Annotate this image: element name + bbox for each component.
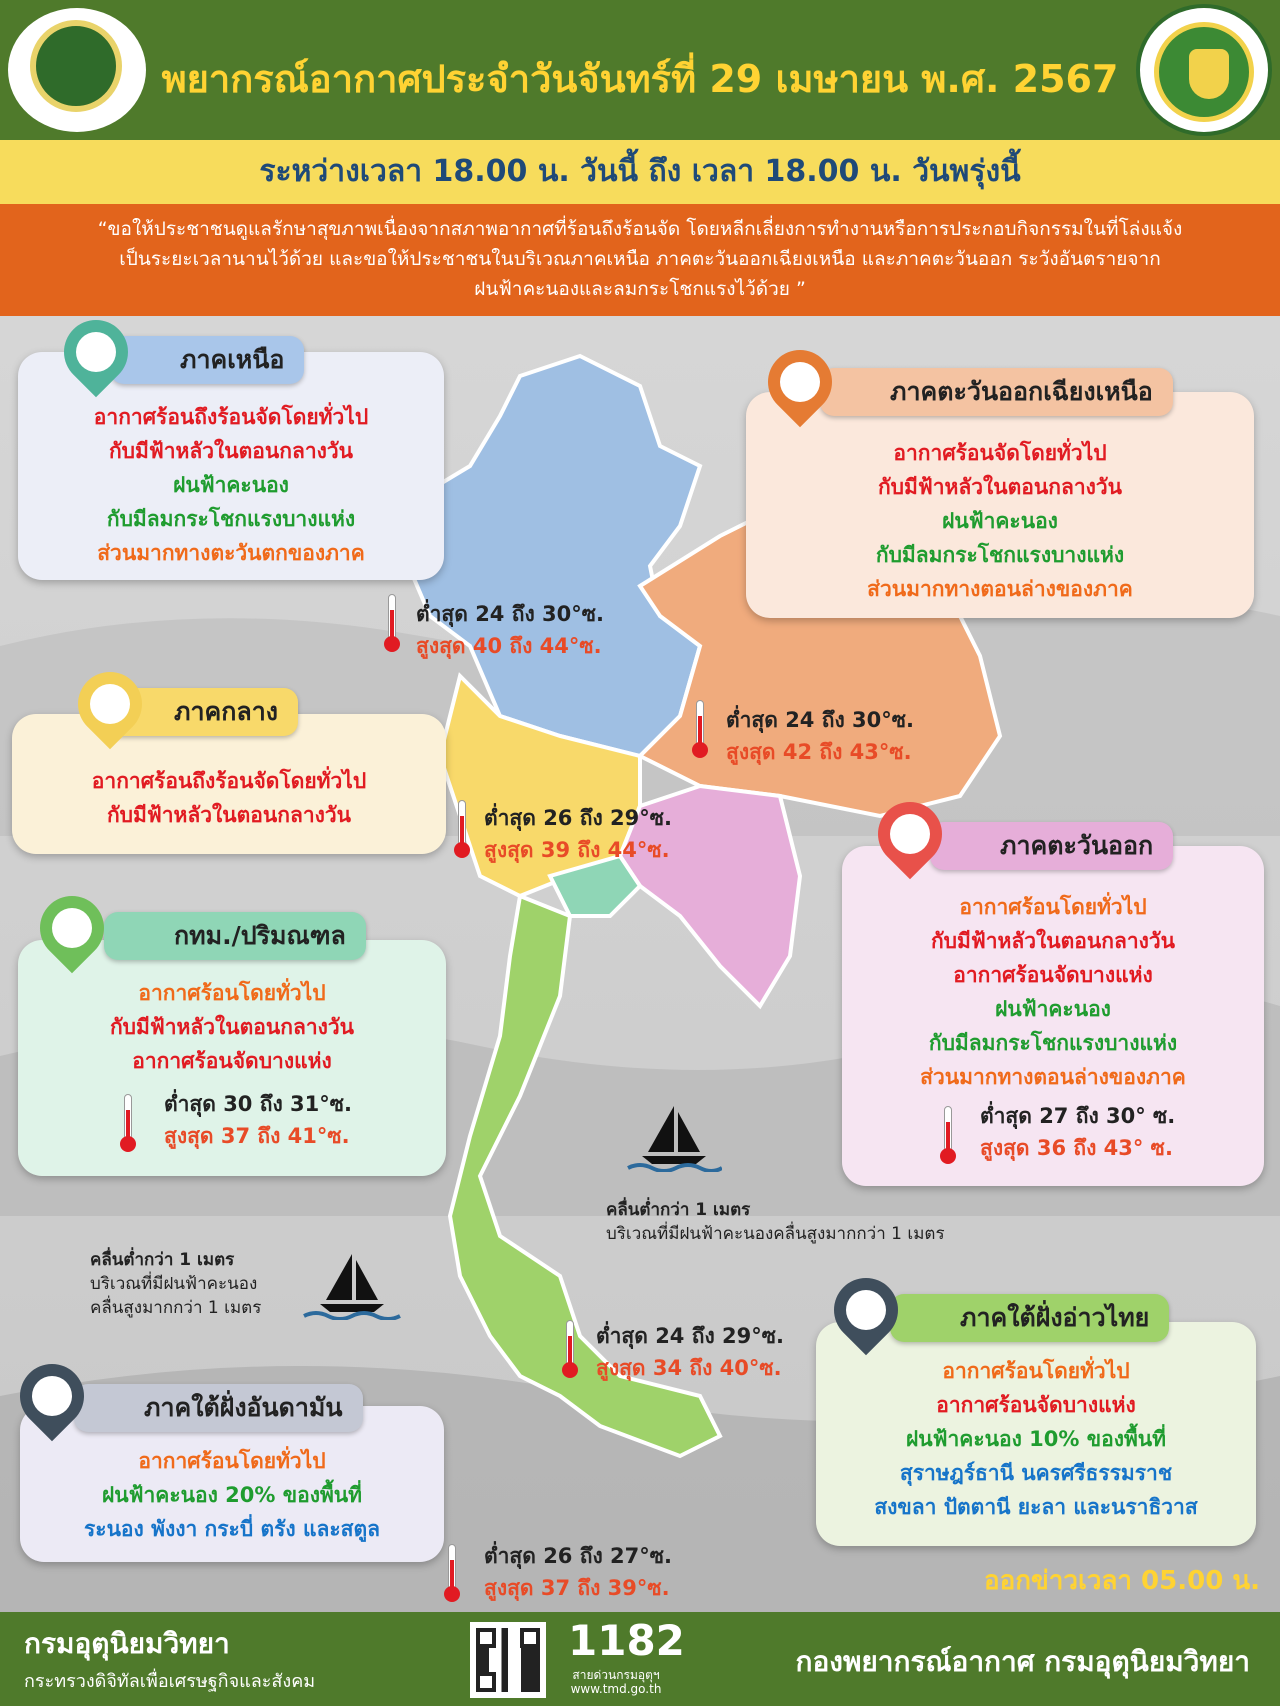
east-temp-low: ต่ำสุด 27 ถึง 30° ซ. (980, 1104, 1176, 1128)
south-gulf-temperature (596, 1320, 784, 1384)
south-andaman-temp-low: ต่ำสุด 26 ถึง 27°ซ. (484, 1544, 672, 1568)
north-line-2: กับมีฟ้าหลัวในตอนกลางวัน (108, 439, 354, 463)
northeast-temp-low: ต่ำสุด 24 ถึง 30°ซ. (726, 708, 914, 732)
south-gulf-region-label: ภาคใต้ฝั่งอ่าวไทย (890, 1294, 1169, 1342)
north-line-3: ฝนฟ้าคะนอง (173, 473, 289, 497)
tmd-logo-icon (1136, 4, 1272, 136)
central-temp-high: สูงสุด 39 ถึง 44°ซ. (484, 838, 670, 862)
north-line-1: อากาศร้อนถึงร้อนจัดโดยทั่วไป (93, 405, 369, 429)
gulf-wave-title: คลื่นต่ำกว่า 1 เมตร (606, 1200, 751, 1220)
north-region-label: ภาคเหนือ (110, 336, 304, 384)
forecast-division: กองพยากรณ์อากาศ กรมอุตุนิยมวิทยา (795, 1645, 1250, 1678)
south-gulf-line-2: อากาศร้อนจัดบางแห่ง (936, 1393, 1136, 1417)
north-line-4: กับมีลมกระโชกแรงบางแห่ง (106, 507, 356, 531)
bangkok-line-1: อากาศร้อนโดยทั่วไป (138, 981, 326, 1005)
south-andaman-temperature (484, 1540, 672, 1604)
bangkok-line-3: อากาศร้อนจัดบางแห่ง (132, 1049, 332, 1073)
north-forecast-card (18, 352, 444, 580)
northeast-temperature (726, 704, 914, 768)
ministry-emblem (30, 20, 122, 112)
south-gulf-line-4: สุราษฎร์ธานี นครศรีธรรมราช (899, 1461, 1173, 1485)
east-line-4: ฝนฟ้าคะนอง (995, 997, 1111, 1021)
south-gulf-line-5: สงขลา ปัตตานี ยะลา และนราธิวาส (874, 1495, 1198, 1519)
thermometer-icon (940, 1106, 956, 1164)
hotline-label: สายด่วนกรมอุตุฯ (572, 1668, 660, 1682)
andaman-wave-note-2: คลื่นสูงมากกว่า 1 เมตร (90, 1298, 262, 1318)
northeast-region-label: ภาคตะวันออกเฉียงเหนือ (820, 368, 1173, 416)
east-line-6: ส่วนมากทางตอนล่างของภาค (920, 1065, 1186, 1089)
northeast-forecast-card (746, 392, 1254, 618)
south-gulf-temp-low: ต่ำสุด 24 ถึง 29°ซ. (596, 1324, 784, 1348)
north-temp-low: ต่ำสุด 24 ถึง 30°ซ. (416, 602, 604, 626)
gulf-wave-info (606, 1198, 945, 1246)
pin-center (838, 1282, 895, 1339)
south-gulf-line-3: ฝนฟ้าคะนอง 10% ของพื้นที่ (905, 1427, 1167, 1451)
website-link[interactable]: www.tmd.go.th (570, 1682, 662, 1696)
gulf-wave-note: บริเวณที่มีฝนฟ้าคะนองคลื่นสูงมากกว่า 1 เมตร (606, 1224, 945, 1244)
hotline-caption (570, 1668, 662, 1696)
northeast-line-4: กับมีลมกระโชกแรงบางแห่ง (875, 543, 1125, 567)
bangkok-region-label: กทม./ปริมณฑล (104, 912, 366, 960)
warning-line: เป็นระยะเวลานานไว้ด้วย และขอให้ประชาชนในบริเวณภาคเหนือ ภาคตะวันออกเฉียงเหนือ และภาคตะวันออก ระวังอันตรายจาก (119, 248, 1161, 270)
public-warning (0, 204, 1280, 316)
tmd-deity-figure (1189, 49, 1229, 99)
south-andaman-line-2: ฝนฟ้าคะนอง 20% ของพื้นที่ (101, 1483, 363, 1507)
south-gulf-forecast-card (816, 1322, 1256, 1546)
bangkok-line-2: กับมีฟ้าหลัวในตอนกลางวัน (109, 1015, 355, 1039)
northeast-temp-high: สูงสุด 42 ถึง 43°ซ. (726, 740, 912, 764)
south-andaman-line-1: อากาศร้อนโดยทั่วไป (138, 1449, 326, 1473)
northeast-line-5: ส่วนมากทางตอนล่างของภาค (867, 577, 1133, 601)
thermometer-icon (454, 800, 470, 858)
east-temp-high: สูงสุด 36 ถึง 43° ซ. (980, 1136, 1173, 1160)
andaman-wave-info (90, 1248, 261, 1320)
header-bar (0, 0, 1280, 140)
warning-line: ฝนฟ้าคะนองและลมกระโชกแรงไว้ด้วย ” (474, 278, 806, 300)
east-region-label: ภาคตะวันออก (930, 822, 1173, 870)
east-temperature (980, 1100, 1175, 1164)
central-line-2: กับมีฟ้าหลัวในตอนกลางวัน (106, 803, 352, 827)
south-gulf-temp-high: สูงสุด 34 ถึง 40°ซ. (596, 1356, 782, 1380)
south-gulf-line-1: อากาศร้อนโดยทั่วไป (942, 1359, 1130, 1383)
qr-code-icon[interactable] (470, 1622, 546, 1698)
east-line-1: อากาศร้อนโดยทั่วไป (959, 895, 1147, 919)
issued-time: ออกข่าวเวลา 05.00 น. (984, 1566, 1260, 1596)
south-andaman-temp-high: สูงสุด 37 ถึง 39°ซ. (484, 1576, 670, 1600)
tmd-emblem (1154, 22, 1254, 122)
ministry-name: กระทรวงดิจิทัลเพื่อเศรษฐกิจและสังคม (24, 1671, 316, 1692)
thermometer-icon (692, 700, 708, 758)
thermometer-icon (384, 594, 400, 652)
central-temperature (484, 802, 672, 866)
central-temp-low: ต่ำสุด 26 ถึง 29°ซ. (484, 806, 672, 830)
east-line-3: อากาศร้อนจัดบางแห่ง (953, 963, 1153, 987)
south-andaman-region-label: ภาคใต้ฝั่งอันดามัน (74, 1384, 363, 1432)
thermometer-icon (562, 1320, 578, 1378)
east-line-2: กับมีฟ้าหลัวในตอนกลางวัน (930, 929, 1176, 953)
pin-center (24, 1368, 81, 1425)
warning-line: “ขอให้ประชาชนดูแลรักษาสุขภาพเนื่องจากสภาพอากาศที่ร้อนถึงร้อนจัด โดยหลีกเลี่ยงการทำงานหรือการประกอบกิจกรรมในที่โล่งแจ้ง (97, 218, 1183, 240)
north-line-5: ส่วนมากทางตะวันตกของภาค (97, 541, 365, 565)
hotline-number[interactable]: 1182 (568, 1616, 685, 1665)
andaman-wave-note-1: บริเวณที่มีฝนฟ้าคะนอง (90, 1274, 258, 1294)
forecast-period: ระหว่างเวลา 18.00 น. วันนี้ ถึง เวลา 18.00 น. วันพรุ่งนี้ (0, 140, 1280, 204)
ministry-logo-icon (8, 8, 146, 132)
footer-bar (0, 1612, 1280, 1706)
qr-corner (476, 1628, 496, 1648)
pin-center (44, 900, 101, 957)
central-region-label: ภาคกลาง (104, 688, 298, 736)
central-line-1: อากาศร้อนถึงร้อนจัดโดยทั่วไป (91, 769, 367, 793)
pin-center (772, 354, 829, 411)
south-andaman-line-3: ระนอง พังงา กระบี่ ตรัง และสตูล (84, 1517, 380, 1541)
andaman-wave-title: คลื่นต่ำกว่า 1 เมตร (90, 1250, 235, 1270)
northeast-line-3: ฝนฟ้าคะนอง (942, 509, 1058, 533)
qr-corner (520, 1628, 540, 1648)
thermometer-icon (120, 1094, 136, 1152)
northeast-line-1: อากาศร้อนจัดโดยทั่วไป (893, 441, 1107, 465)
bangkok-temp-high: สูงสุด 37 ถึง 41°ซ. (164, 1124, 350, 1148)
department-name: กรมอุตุนิยมวิทยา (24, 1627, 230, 1660)
sailboat-icon (302, 1250, 402, 1320)
northeast-line-2: กับมีฟ้าหลัวในตอนกลางวัน (877, 475, 1123, 499)
pin-center (68, 324, 125, 381)
east-line-5: กับมีลมกระโชกแรงบางแห่ง (928, 1031, 1178, 1055)
bangkok-temp-low: ต่ำสุด 30 ถึง 31°ซ. (164, 1092, 352, 1116)
north-temperature (416, 598, 604, 662)
qr-corner (476, 1672, 496, 1692)
sailboat-icon (626, 1102, 722, 1172)
north-temp-high: สูงสุด 40 ถึง 44°ซ. (416, 634, 602, 658)
pin-center (82, 676, 139, 733)
page-title: พยากรณ์อากาศประจำวันจันทร์ที่ 29 เมษายน พ.ศ. 2567 (161, 57, 1119, 101)
bangkok-temperature (164, 1088, 352, 1152)
pin-center (882, 806, 939, 863)
thermometer-icon (444, 1544, 460, 1602)
